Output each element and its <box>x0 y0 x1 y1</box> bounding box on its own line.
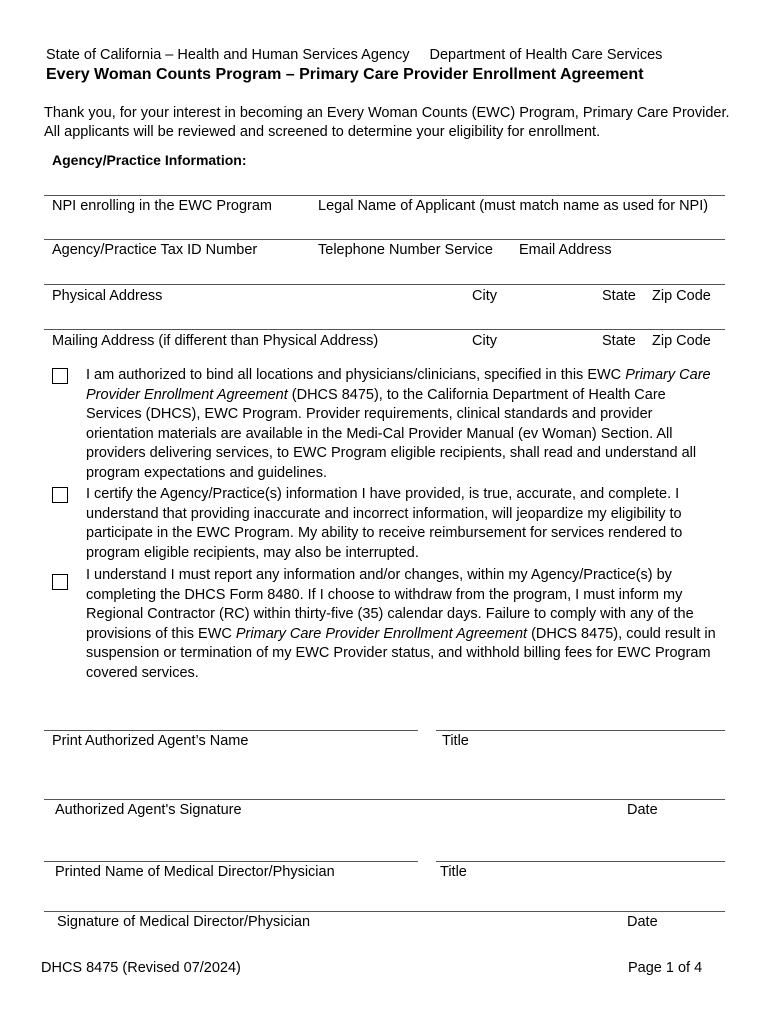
signature-line <box>44 730 418 731</box>
signature-line <box>44 799 725 800</box>
field-line <box>44 329 725 330</box>
reporting-checkbox[interactable] <box>52 574 68 590</box>
signature-line <box>436 861 725 862</box>
state-field[interactable]: State <box>602 288 636 304</box>
signature-line <box>44 911 725 912</box>
page-title: Every Woman Counts Program – Primary Care Provider Enrollment Agreement <box>46 66 644 83</box>
section-title: Agency/Practice Information: <box>52 152 247 168</box>
certification-text: I certify the Agency/Practice(s) information I have provided, is true, accurate, and complete. I understand that providing inaccurate and incorrect information, will jeopardize my eligibility to participate in the EWC Program. My ability to receive reimbursement for services rendered to program eligible recipients, may also be interrupted. <box>86 486 683 561</box>
state-field[interactable]: State <box>602 333 636 349</box>
city-field[interactable]: City <box>472 333 497 349</box>
certification-item <box>52 366 724 483</box>
accuracy-checkbox[interactable] <box>52 487 68 503</box>
agency-name: State of California – Health and Human Services Agency <box>46 47 410 63</box>
npi-field[interactable]: NPI enrolling in the EWC Program <box>52 198 272 214</box>
director-title-field[interactable]: Title <box>440 864 467 880</box>
director-name-field[interactable]: Printed Name of Medical Director/Physician <box>55 864 335 880</box>
agent-name-field[interactable]: Print Authorized Agent’s Name <box>52 733 249 749</box>
certification-text: I understand I must report any information and/or changes, within my Agency/Practice(s) by completing the DHCS Form 8480. If I choose to withdraw from the program, I must inform my Regional Contractor (RC) within thirty-five (35) calendar days. Failure to comply with any of the provisions of this EWC Primary Care Provider Enrollment Agreement (DHCS 8475), could result in suspension or termination of my EWC Provider status, and withhold billing fees for EWC Program covered services. <box>86 567 716 681</box>
agent-title-field[interactable]: Title <box>442 733 469 749</box>
mailing-address-field[interactable]: Mailing Address (if different than Physical Address) <box>52 333 379 349</box>
agent-date-field[interactable]: Date <box>627 802 658 818</box>
page-number: Page 1 of 4 <box>628 960 703 976</box>
agent-signature-field[interactable]: Authorized Agent's Signature <box>55 802 242 818</box>
director-signature-field[interactable]: Signature of Medical Director/Physician <box>57 914 311 930</box>
intro-text: Thank you, for your interest in becoming an Every Woman Counts (EWC) Program, Primary Care Provider. All applicants will be reviewed and screened to determine your eligibility for enrollment. <box>44 105 730 140</box>
department-name: Department of Health Care Services <box>429 47 663 63</box>
zip-field[interactable]: Zip Code <box>652 288 711 304</box>
physical-address-field[interactable]: Physical Address <box>52 288 163 304</box>
zip-field[interactable]: Zip Code <box>652 333 711 349</box>
telephone-field[interactable]: Telephone Number Service <box>318 242 493 258</box>
director-date-field[interactable]: Date <box>627 914 658 930</box>
city-field[interactable]: City <box>472 288 497 304</box>
legal-name-field[interactable]: Legal Name of Applicant (must match name as used for NPI) <box>318 198 709 214</box>
field-line <box>44 239 725 240</box>
signature-line <box>436 730 725 731</box>
field-line <box>44 195 725 196</box>
tax-id-field[interactable]: Agency/Practice Tax ID Number <box>52 242 258 258</box>
email-field[interactable]: Email Address <box>519 242 612 258</box>
form-id: DHCS 8475 (Revised 07/2024) <box>41 960 241 976</box>
certification-text: I am authorized to bind all locations and physicians/clinicians, specified in this EWC Primary Care Provider Enrollment Agreement (DHCS 8475), to the California Department of Health Care Services (DHCS), EWC Program. Provider requirements, clinical standards and provider orientation materials are available in the Medi-Cal Provider Manual (ev Woman) Section. All providers delivering services, to EWC Program eligible recipients, shall read and understand all program expectations and guidelines. <box>86 367 711 481</box>
field-line <box>44 284 725 285</box>
certification-item <box>52 566 724 683</box>
authorization-checkbox[interactable] <box>52 368 68 384</box>
certification-item <box>52 485 724 563</box>
header-line <box>46 47 662 63</box>
signature-line <box>44 861 418 862</box>
